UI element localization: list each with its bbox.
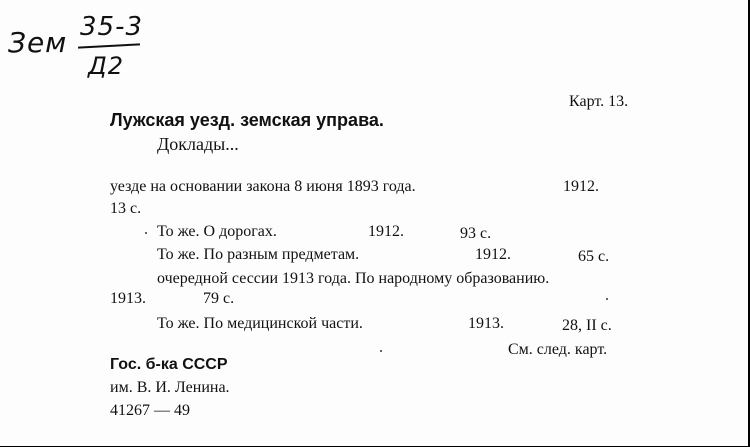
entry-1-year: 1912. [563, 178, 599, 195]
entry-5-year: 1913. [468, 315, 504, 332]
handwritten-numerator: 35-3 [80, 12, 144, 42]
library-name: Гос. б-ка СССР [110, 356, 228, 373]
entry-1-pages: 13 с. [110, 200, 142, 217]
entry-2-pages: 93 с. [460, 225, 492, 242]
entry-3-pages: 65 с. [578, 248, 610, 265]
handwritten-prefix: Зем [8, 26, 68, 59]
entry-5-text: То же. По медицинской части. [157, 315, 363, 332]
card-number: Карт. 13. [569, 93, 629, 110]
entry-5-pages: 28, II с. [562, 317, 612, 334]
entry-2-text: То же. О дорогах. [157, 223, 277, 240]
handwritten-fraction-line [78, 43, 140, 48]
see-next-card: См. след. карт. [508, 341, 608, 358]
ink-dot [380, 350, 382, 352]
heading-subtitle: Доклады... [157, 134, 239, 154]
handwritten-denominator: Д2 [88, 52, 125, 80]
entry-2-year: 1912. [368, 223, 404, 240]
entry-4-text: очередной сессии 1913 года. По народному образованию. [157, 270, 550, 287]
library-inventory-number: 41267 — 49 [110, 402, 190, 419]
entry-1-text: уезде на основании закона 8 июня 1893 года. [110, 178, 416, 195]
ink-dot [145, 232, 147, 234]
entry-3-year: 1912. [475, 246, 511, 263]
heading-title: Лужская уезд. земская управа. [110, 110, 384, 130]
library-dedication: им. В. И. Ленина. [110, 379, 230, 396]
entry-3-text: То же. По разным предметам. [157, 246, 360, 263]
ink-dot [606, 298, 608, 300]
entry-4-pages: 79 с. [203, 290, 235, 307]
entry-4-year: 1913. [110, 290, 146, 307]
